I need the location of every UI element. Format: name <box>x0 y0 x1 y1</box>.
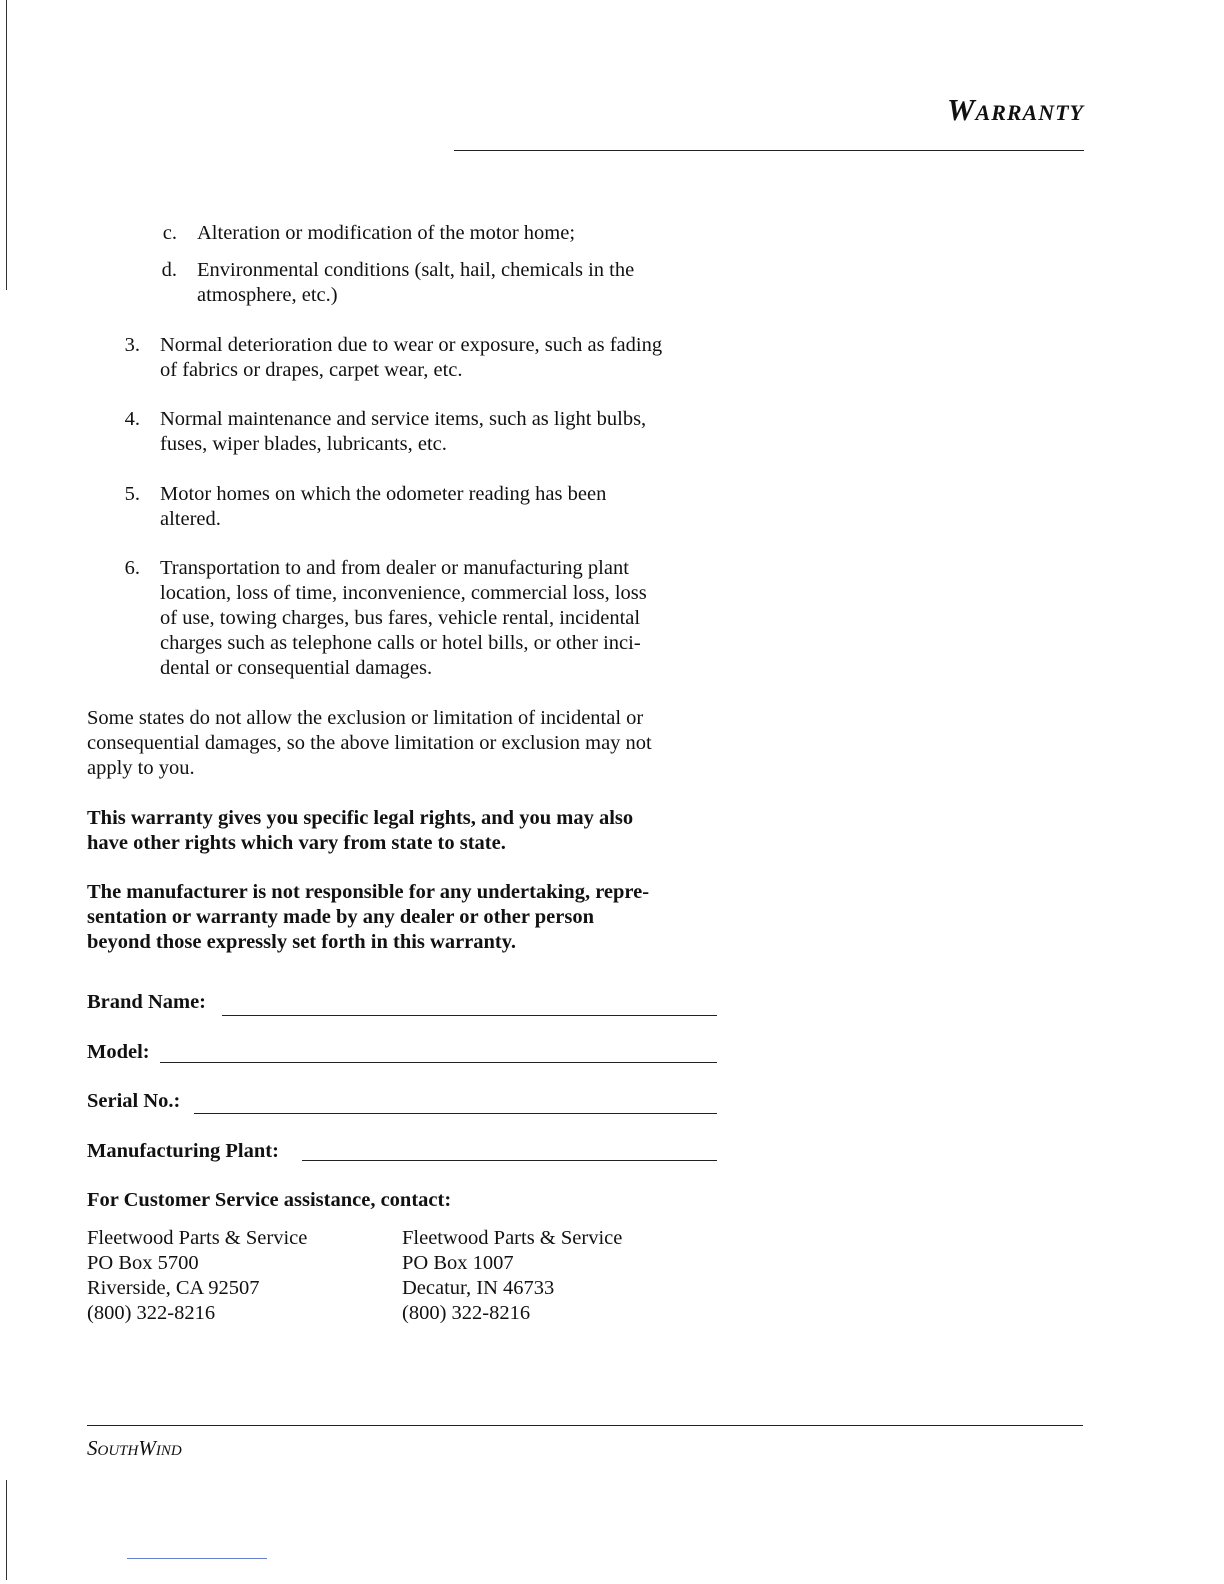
footer-brand: SouthWind <box>87 1436 182 1460</box>
list-item-3-line2: of fabrics or drapes, carpet wear, etc. <box>160 359 463 381</box>
contact-left-name: Fleetwood Parts & Service <box>87 1227 308 1249</box>
states-paragraph-line2: consequential damages, so the above limitation or exclusion may not <box>87 732 652 754</box>
list-item-c: Alteration or modification of the motor home; <box>197 222 576 244</box>
list-item-d-line2: atmosphere, etc.) <box>197 284 338 306</box>
contact-right-name: Fleetwood Parts & Service <box>402 1227 623 1249</box>
list-item-d-line1: Environmental conditions (salt, hail, chemicals in the <box>197 259 635 281</box>
model-label: Model: <box>87 1041 150 1063</box>
rights-paragraph-line1: This warranty gives you specific legal rights, and you may also <box>87 807 634 829</box>
list-item-6-line1: Transportation to and from dealer or manufacturing plant <box>160 557 629 579</box>
list-item-5-line1: Motor homes on which the odometer reading has been <box>160 483 607 505</box>
states-paragraph-line3: apply to you. <box>87 757 195 779</box>
contact-left-phone: (800) 322-8216 <box>87 1302 216 1324</box>
manufacturing-plant-label: Manufacturing Plant: <box>87 1140 279 1162</box>
header-rule <box>454 150 1084 151</box>
footer-rule <box>87 1425 1083 1426</box>
list-marker-4: 4. <box>124 408 140 430</box>
list-item-4-line2: fuses, wiper blades, lubricants, etc. <box>160 433 447 455</box>
scan-blue-line <box>127 1558 267 1559</box>
scan-edge-mark-bottom <box>6 1480 7 1580</box>
brand-name-line[interactable] <box>222 1015 717 1016</box>
list-item-6-line5: dental or consequential damages. <box>160 657 433 679</box>
list-marker-c: c. <box>162 222 177 244</box>
serial-no-line[interactable] <box>194 1113 717 1114</box>
list-item-6-line3: of use, towing charges, bus fares, vehicle rental, incidental <box>160 607 641 629</box>
model-line[interactable] <box>160 1062 717 1063</box>
manufacturer-paragraph-line2: sentation or warranty made by any dealer or other person <box>87 906 594 928</box>
contact-left-pobox: PO Box 5700 <box>87 1252 199 1274</box>
manufacturer-paragraph-line3: beyond those expressly set forth in this warranty. <box>87 931 516 953</box>
scan-edge-mark-top <box>6 0 7 290</box>
list-marker-5: 5. <box>124 483 140 505</box>
contact-right-city: Decatur, IN 46733 <box>402 1277 555 1299</box>
list-marker-6: 6. <box>124 557 140 579</box>
serial-no-label: Serial No.: <box>87 1090 181 1112</box>
manufacturing-plant-line[interactable] <box>302 1160 717 1161</box>
list-item-3-line1: Normal deterioration due to wear or exposure, such as fading <box>160 334 663 356</box>
brand-name-label: Brand Name: <box>87 991 207 1013</box>
rights-paragraph-line2: have other rights which vary from state to state. <box>87 832 506 854</box>
contact-left-city: Riverside, CA 92507 <box>87 1277 260 1299</box>
list-marker-d: d. <box>161 259 177 281</box>
list-item-4-line1: Normal maintenance and service items, such as light bulbs, <box>160 408 647 430</box>
list-item-5-line2: altered. <box>160 508 221 530</box>
list-item-6-line4: charges such as telephone calls or hotel bills, or other inci- <box>160 632 641 654</box>
contact-right-phone: (800) 322-8216 <box>402 1302 531 1324</box>
contact-heading: For Customer Service assistance, contact: <box>87 1189 452 1211</box>
manufacturer-paragraph-line1: The manufacturer is not responsible for any undertaking, repre- <box>87 881 650 903</box>
list-item-6-line2: location, loss of time, inconvenience, commercial loss, loss <box>160 582 647 604</box>
page-title: Warranty <box>946 92 1084 127</box>
contact-right-pobox: PO Box 1007 <box>402 1252 514 1274</box>
list-marker-3: 3. <box>124 334 140 356</box>
states-paragraph-line1: Some states do not allow the exclusion or limitation of incidental or <box>87 707 644 729</box>
